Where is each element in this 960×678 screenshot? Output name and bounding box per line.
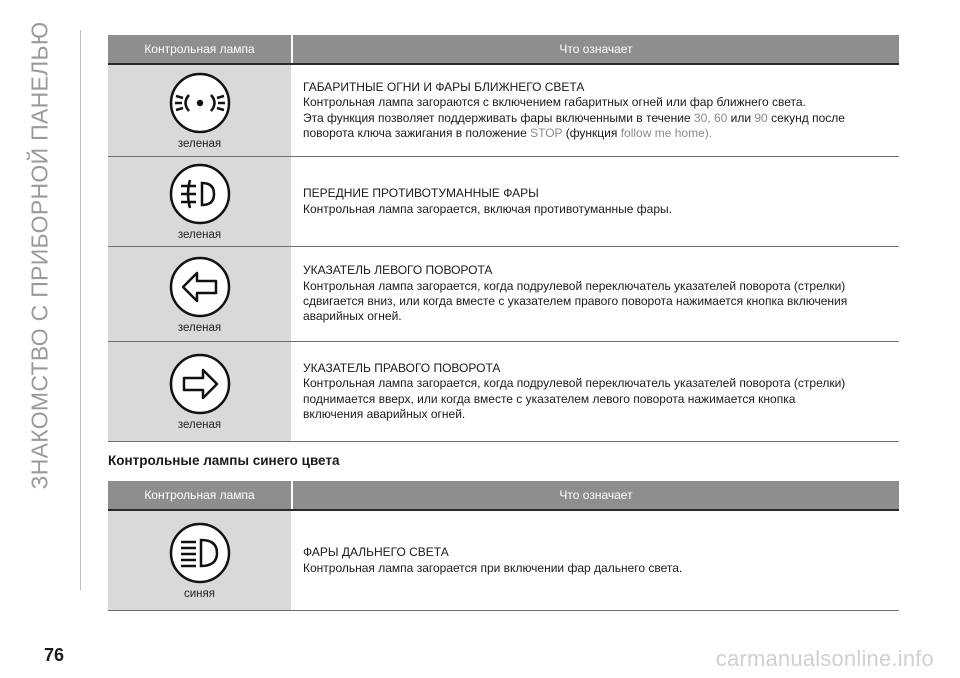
high-beam-icon [168,521,232,585]
meaning-cell [291,157,899,246]
lamp-cell [108,511,291,610]
lamp-cell [108,247,291,341]
left-turn-signal-icon [168,255,232,319]
lamp-cell [108,157,291,246]
header-meaning: Что означает [291,481,899,509]
lamp-color: синяя [184,588,215,600]
lamp-cell [108,342,291,441]
meaning-line: Контрольная лампа загорается при включении фар дальнего света. [303,560,683,575]
parking-lights-icon [168,71,232,135]
meaning-line: аварийных огней. [303,309,402,324]
header-meaning: Что означает [291,35,899,63]
table-row [108,65,899,157]
header-lamp: Контрольная лампа [144,42,255,56]
meaning-title: ПЕРЕДНИЕ ПРОТИВОТУМАННЫЕ ФАРЫ [303,186,539,201]
page-number: 76 [44,645,65,665]
meaning-line: Эта функция позволяет поддерживать фары включенными в течение 30, 60 или 90 секунд после [303,110,845,125]
table-row [108,511,899,611]
lamp-color: зеленая [177,419,222,431]
meaning-cell [291,247,899,341]
meaning-cell [291,511,899,610]
watermark: carmanualsonline.info [715,646,934,671]
lamp-color: зеленая [177,138,222,150]
right-turn-signal-icon [168,352,232,416]
lamp-color: зеленая [177,229,222,241]
meaning-title: ФАРЫ ДАЛЬНЕГО СВЕТА [303,545,449,560]
header-lamp: Контрольная лампа [144,488,255,502]
meaning-line: поднимается вверх, или когда вместе с указателем левого поворота нажимается кнопка [303,391,796,406]
meaning-line: сдвигается вниз, или когда вместе с указателем правого поворота нажимается кнопка включения [303,294,848,308]
meaning-line: включения аварийных огней. [303,406,466,421]
section-title: Контрольные лампы синего цвета [108,453,340,468]
table-row [108,247,899,342]
meaning-cell [291,342,899,441]
lamp-cell [108,65,291,156]
front-fog-lights-icon [168,162,232,226]
meaning-line: Контрольная лампа загораются с включением габаритных огней или фар ближнего света. [303,95,806,110]
table-header [108,481,899,509]
table-row [108,157,899,247]
meaning-cell [291,65,899,156]
table-row [108,342,899,442]
warning-lights-table-green [108,35,899,442]
margin-divider [80,30,81,590]
lamp-color: зеленая [177,321,222,334]
warning-lights-table-blue [108,481,899,611]
chapter-side-title: ЗНАКОМСТВО С ПРИБОРНОЙ ПАНЕЛЬЮ [26,21,53,489]
meaning-title: ГАБАРИТНЫЕ ОГНИ И ФАРЫ БЛИЖНЕГО СВЕТА [303,79,585,94]
meaning-line: Контрольная лампа загорается, когда подрулевой переключатель указателей поворота (стрелки) [303,376,846,391]
meaning-title: УКАЗАТЕЛЬ ЛЕВОГО ПОВОРОТА [303,263,493,278]
meaning-line: Контрольная лампа загорается, когда подрулевой переключатель указателей поворота (стрелки) [303,278,846,293]
meaning-line: Контрольная лампа загорается, включая противотуманные фары. [303,201,672,216]
meaning-line: поворота ключа зажигания в положение STOP (функция follow me home). [303,125,713,140]
table-header [108,35,899,63]
meaning-title: УКАЗАТЕЛЬ ПРАВОГО ПОВОРОТА [303,360,501,375]
